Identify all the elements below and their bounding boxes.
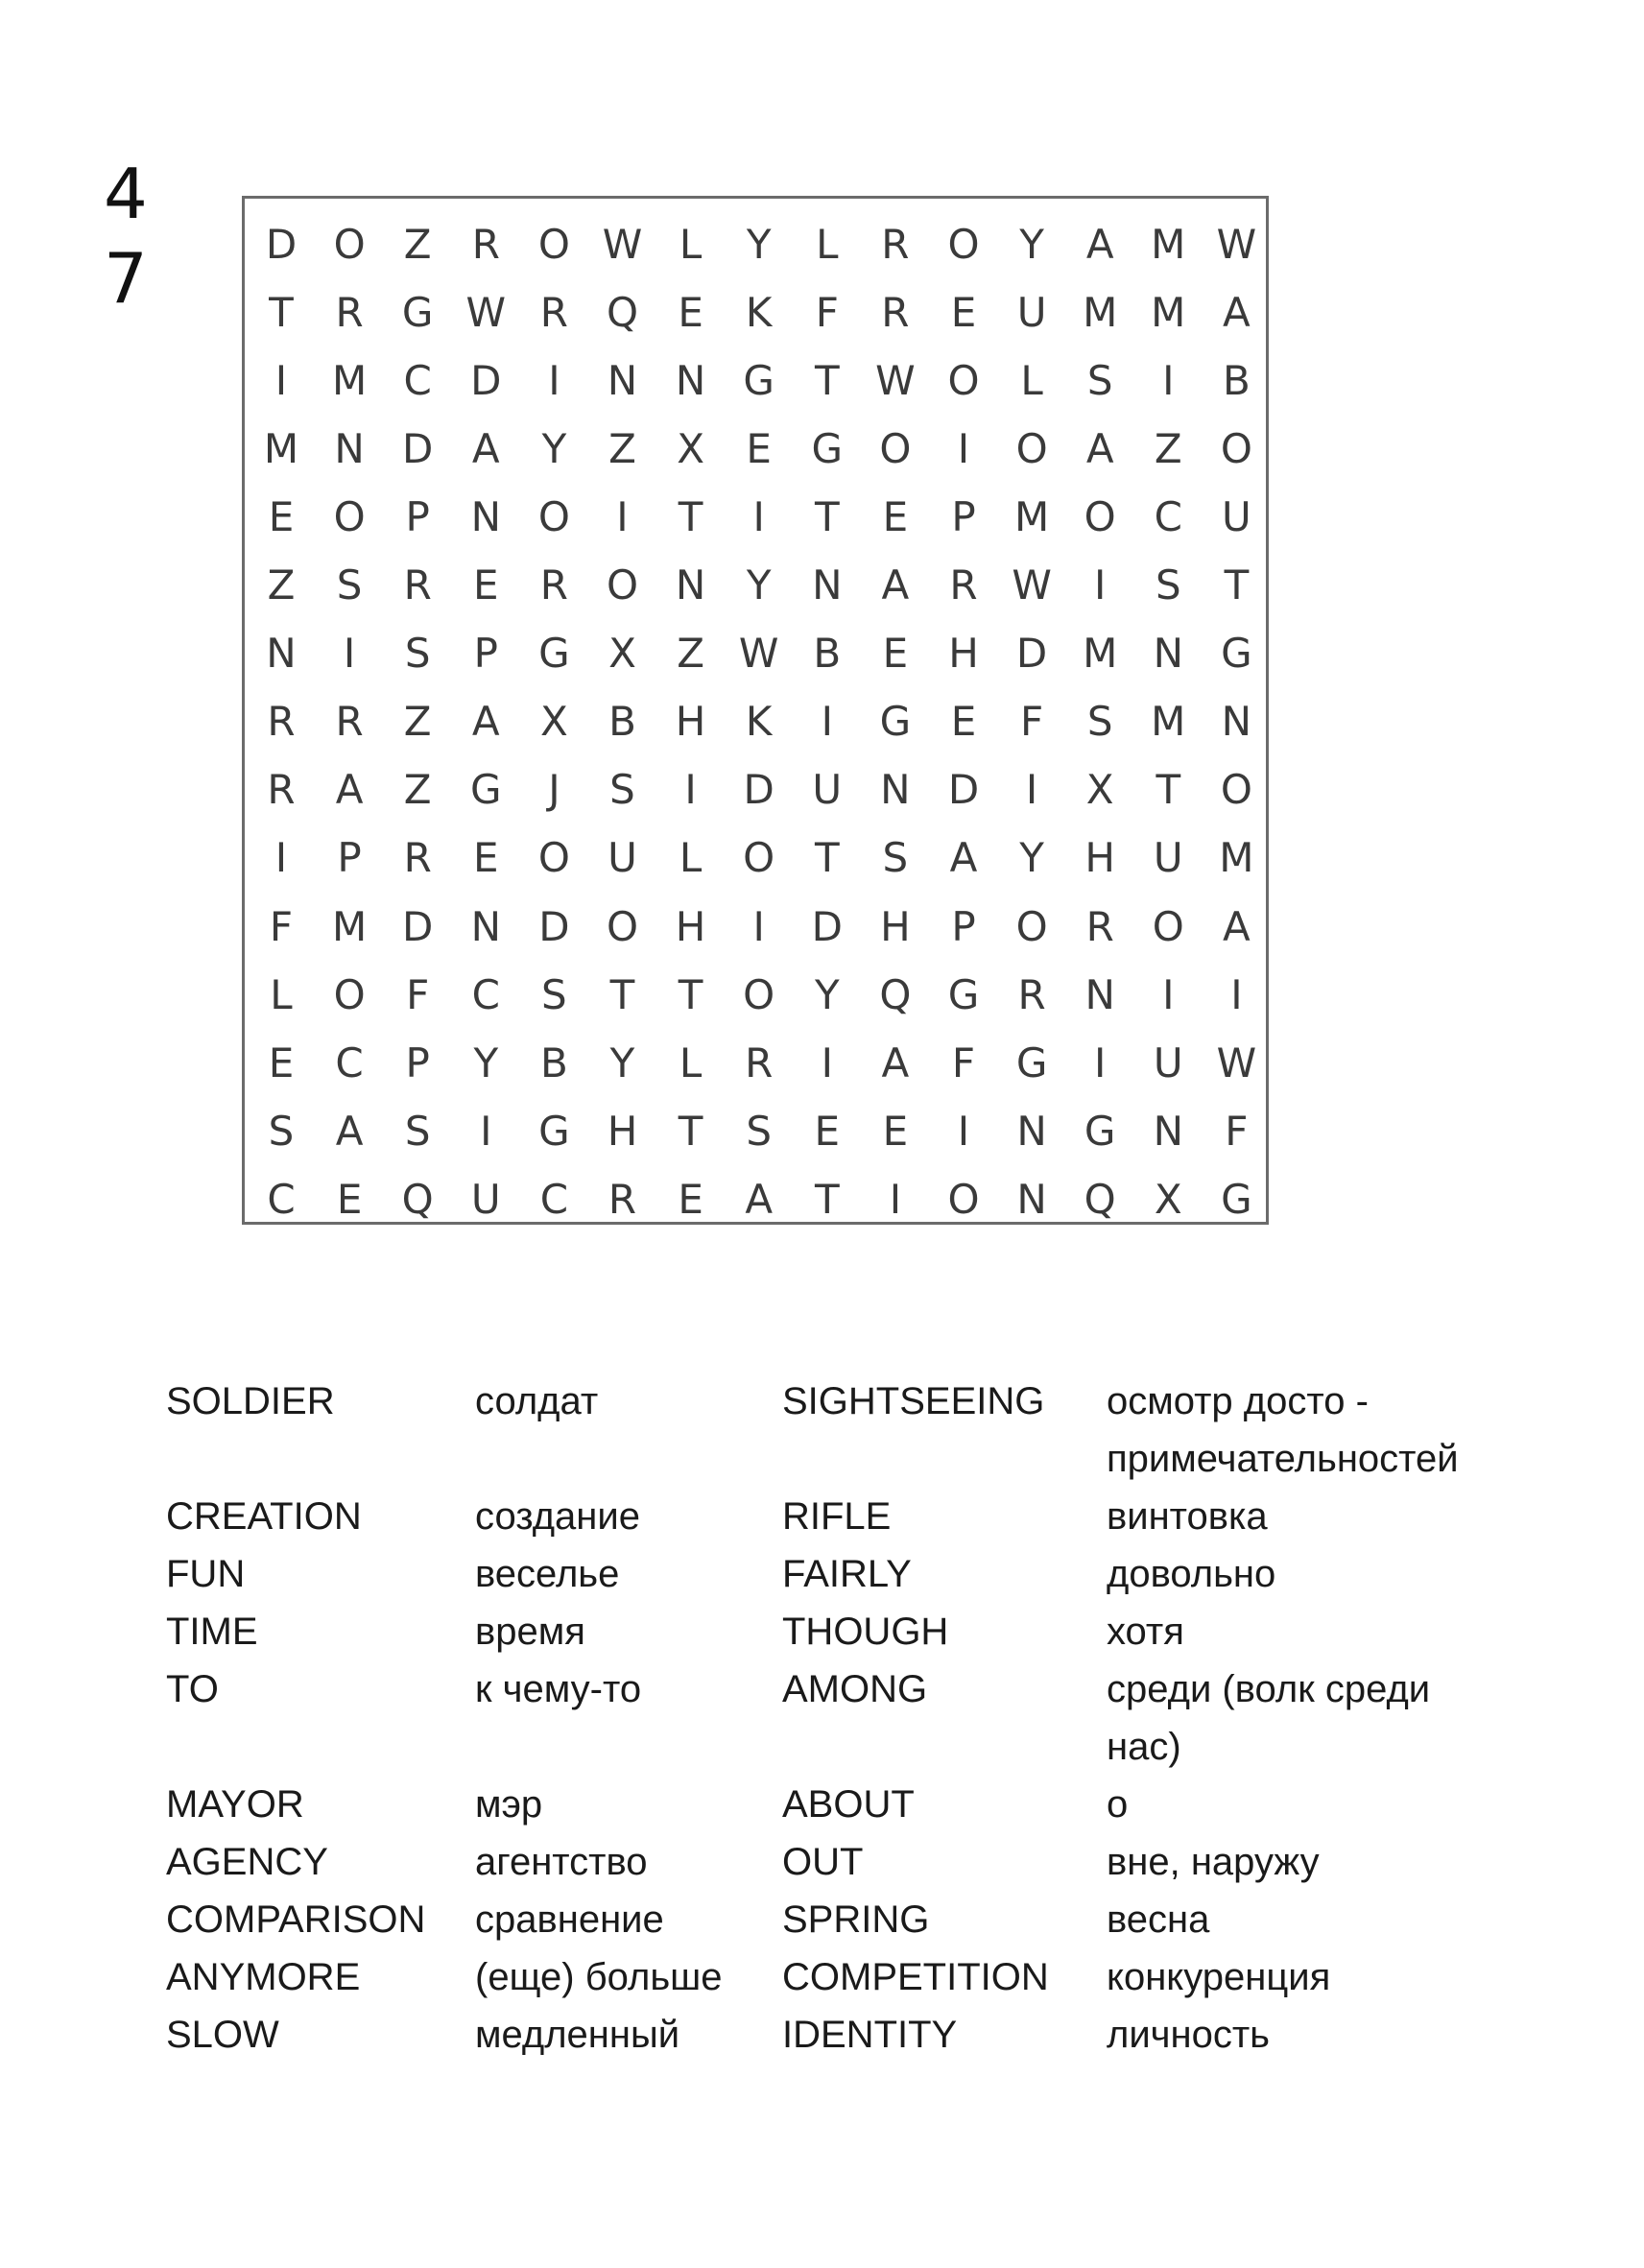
english-word: SPRING <box>782 1898 930 1941</box>
grid-letter: U <box>1222 492 1251 540</box>
grid-letter: I <box>957 424 970 472</box>
grid-letter: F <box>951 1039 976 1086</box>
grid-letter: X <box>1085 766 1114 814</box>
grid-letter: F <box>269 902 294 950</box>
grid-letter: R <box>335 288 364 336</box>
grid-letter: J <box>548 766 560 814</box>
english-word: COMPETITION <box>782 1956 1049 1998</box>
grid-letter: I <box>821 1039 833 1086</box>
grid-letter: S <box>746 1107 773 1155</box>
grid-letter: Z <box>403 698 432 746</box>
grid-letter: M <box>1151 698 1186 746</box>
grid-letter: W <box>1012 561 1052 609</box>
english-word: FUN <box>166 1553 246 1595</box>
grid-letter: M <box>331 902 368 950</box>
grid-letter: W <box>1216 1039 1257 1086</box>
grid-letter: I <box>274 834 288 882</box>
grid-letter: O <box>333 970 366 1018</box>
grid-letter: D <box>1015 630 1048 678</box>
grid-letter: D <box>402 424 434 472</box>
grid-letter: H <box>948 630 979 678</box>
page-number-digit-2: 7 <box>104 238 148 319</box>
grid-letter: A <box>335 1107 364 1155</box>
grid-letter: I <box>957 1107 970 1155</box>
grid-letter: S <box>1086 356 1113 404</box>
grid-letter: S <box>1086 698 1113 746</box>
grid-letter: G <box>1084 1107 1116 1155</box>
grid-letter: L <box>816 220 839 268</box>
grid-letter: A <box>1085 220 1114 268</box>
grid-letter: I <box>343 630 356 678</box>
grid-letter: Y <box>1019 220 1044 268</box>
grid-letter: P <box>473 630 498 678</box>
grid-letter: O <box>947 220 980 268</box>
grid-letter: E <box>678 1175 703 1223</box>
grid-letter: B <box>539 1039 568 1086</box>
grid-letter: B <box>608 698 636 746</box>
grid-letter: F <box>1225 1107 1249 1155</box>
grid-letter: I <box>684 766 697 814</box>
grid-letter: G <box>1015 1039 1048 1086</box>
grid-letter: O <box>743 970 775 1018</box>
grid-letter: W <box>738 630 779 678</box>
grid-letter: N <box>334 424 365 472</box>
grid-letter: T <box>1224 561 1250 609</box>
russian-translation: к чему-то <box>475 1668 642 1710</box>
grid-letter: O <box>537 834 570 882</box>
grid-letter: H <box>675 902 706 950</box>
grid-letter: N <box>675 561 706 609</box>
grid-letter: T <box>678 492 703 540</box>
grid-letter: A <box>1085 424 1114 472</box>
grid-letter: G <box>947 970 980 1018</box>
grid-letter: Y <box>473 1039 499 1086</box>
grid-letter: M <box>1151 220 1186 268</box>
english-word: RIFLE <box>782 1495 892 1538</box>
grid-letter: R <box>335 698 364 746</box>
grid-letter: D <box>811 902 843 950</box>
grid-letter: K <box>745 698 773 746</box>
grid-letter: O <box>1220 766 1252 814</box>
grid-letter: Y <box>541 424 567 472</box>
grid-letter: I <box>1093 1039 1107 1086</box>
grid-letter: G <box>538 1107 570 1155</box>
grid-letter: S <box>404 1107 431 1155</box>
vocabulary-row <box>166 1603 1510 1660</box>
grid-letter: O <box>1015 902 1048 950</box>
grid-letter: T <box>269 288 294 336</box>
english-word: TIME <box>166 1611 258 1653</box>
grid-letter: X <box>677 424 704 472</box>
grid-letter: P <box>951 902 976 950</box>
grid-letter: D <box>265 220 298 268</box>
grid-letter: Y <box>746 561 772 609</box>
grid-letter: N <box>812 561 843 609</box>
vocabulary-row <box>166 1833 1510 1891</box>
grid-letter: Z <box>403 766 432 814</box>
grid-letter: Q <box>606 288 639 336</box>
vocabulary-row <box>166 1373 1510 1488</box>
grid-letter: O <box>606 902 639 950</box>
grid-letter: N <box>1016 1175 1047 1223</box>
grid-letter: O <box>537 492 570 540</box>
grid-letter: O <box>333 492 366 540</box>
grid-letter: R <box>608 1175 637 1223</box>
grid-letter: I <box>752 492 765 540</box>
grid-letter: I <box>1162 356 1175 404</box>
vocabulary-row <box>166 1776 1510 1833</box>
grid-letter: S <box>1155 561 1181 609</box>
grid-letter: A <box>881 561 910 609</box>
english-word: TO <box>166 1668 219 1710</box>
grid-letter: N <box>1153 1107 1183 1155</box>
russian-translation: сравнение <box>475 1898 664 1941</box>
grid-letter: I <box>1162 970 1175 1018</box>
grid-letter: N <box>470 902 501 950</box>
russian-translation: солдат <box>475 1380 599 1422</box>
grid-letter: T <box>814 1175 840 1223</box>
english-word: THOUGH <box>782 1611 949 1653</box>
grid-letter: N <box>675 356 706 404</box>
grid-letter: Q <box>879 970 912 1018</box>
grid-letter: G <box>401 288 434 336</box>
grid-letter: F <box>815 288 839 336</box>
grid-letter: N <box>266 630 297 678</box>
grid-letter: G <box>470 766 502 814</box>
grid-letter: Y <box>609 1039 635 1086</box>
grid-letter: C <box>471 970 500 1018</box>
grid-letter: G <box>811 424 844 472</box>
page-number-digit-1: 4 <box>104 154 148 234</box>
russian-translation: конкуренция <box>1107 1956 1331 1998</box>
grid-letter: D <box>402 902 434 950</box>
english-word: AMONG <box>782 1668 928 1710</box>
grid-letter: E <box>882 1107 909 1155</box>
russian-translation: веселье <box>475 1553 620 1595</box>
grid-letter: C <box>335 1039 364 1086</box>
grid-letter: F <box>1020 698 1044 746</box>
grid-letter: O <box>537 220 570 268</box>
grid-letter: R <box>403 561 432 609</box>
grid-letter: I <box>548 356 560 404</box>
grid-letter: Z <box>403 220 432 268</box>
grid-letter: E <box>268 1039 295 1086</box>
english-word: SOLDIER <box>166 1380 335 1422</box>
grid-letter: K <box>745 288 773 336</box>
grid-letter: T <box>814 492 840 540</box>
grid-letter: R <box>1017 970 1046 1018</box>
grid-letter: Q <box>1084 1175 1116 1223</box>
grid-letter: E <box>473 834 499 882</box>
grid-letter: C <box>267 1175 296 1223</box>
grid-letter: C <box>403 356 432 404</box>
grid-letter: W <box>1216 220 1257 268</box>
grid-letter: T <box>814 834 840 882</box>
grid-letter: E <box>268 492 295 540</box>
grid-letter: I <box>616 492 629 540</box>
grid-letter: Z <box>1154 424 1182 472</box>
vocabulary-row <box>166 2006 1510 2064</box>
english-word: ANYMORE <box>166 1956 361 1998</box>
grid-letter: S <box>404 630 431 678</box>
vocabulary-row <box>166 1488 1510 1545</box>
grid-letter: Z <box>608 424 636 472</box>
grid-letter: G <box>879 698 912 746</box>
grid-letter: R <box>471 220 500 268</box>
russian-translation: агентство <box>475 1841 648 1883</box>
grid-letter: W <box>602 220 643 268</box>
grid-letter: R <box>881 288 910 336</box>
grid-letter: E <box>882 492 909 540</box>
grid-letter: R <box>745 1039 774 1086</box>
grid-letter: E <box>950 288 977 336</box>
grid-letter: R <box>539 288 568 336</box>
grid-letter: W <box>875 356 916 404</box>
grid-letter: D <box>470 356 502 404</box>
russian-translation: мэр <box>475 1783 543 1826</box>
grid-letter: N <box>1221 698 1252 746</box>
grid-letter: N <box>607 356 638 404</box>
grid-letter: I <box>1230 970 1243 1018</box>
russian-translation: медленный <box>475 2014 680 2056</box>
english-word: ABOUT <box>782 1783 915 1826</box>
grid-letter: F <box>406 970 430 1018</box>
grid-letter: O <box>1152 902 1184 950</box>
grid-letter: O <box>606 561 639 609</box>
grid-letter: U <box>1153 1039 1183 1086</box>
grid-letter: M <box>331 356 368 404</box>
russian-translation: винтовка <box>1107 1495 1268 1538</box>
grid-letter: O <box>333 220 366 268</box>
grid-letter: N <box>880 766 911 814</box>
grid-letter: Y <box>746 220 772 268</box>
grid-letter: N <box>1084 970 1115 1018</box>
grid-letter: Q <box>401 1175 434 1223</box>
grid-letter: G <box>1221 630 1252 678</box>
grid-letter: C <box>539 1175 569 1223</box>
grid-letter: W <box>465 288 507 336</box>
grid-letter: A <box>949 834 978 882</box>
grid-letter: R <box>539 561 568 609</box>
grid-letter: H <box>675 698 706 746</box>
russian-translation: довольно <box>1107 1553 1276 1595</box>
grid-letter: U <box>470 1175 501 1223</box>
russian-translation: вне, наружу <box>1107 1841 1320 1883</box>
grid-letter: L <box>679 220 703 268</box>
english-word: SIGHTSEEING <box>782 1380 1045 1422</box>
grid-letter: A <box>471 698 500 746</box>
russian-translation: (еще) больше <box>475 1956 723 1998</box>
grid-letter: R <box>403 834 432 882</box>
grid-letter: S <box>882 834 909 882</box>
grid-letter: Y <box>814 970 840 1018</box>
grid-letter: N <box>470 492 501 540</box>
grid-letter: I <box>480 1107 492 1155</box>
grid-letter: L <box>679 834 703 882</box>
grid-letter: T <box>678 970 703 1018</box>
grid-letter: D <box>743 766 774 814</box>
grid-letter: A <box>745 1175 774 1223</box>
russian-translation: о <box>1107 1783 1129 1826</box>
grid-letter: I <box>274 356 288 404</box>
grid-letter: T <box>1156 766 1181 814</box>
english-word: MAYOR <box>166 1783 304 1826</box>
grid-letter: R <box>1085 902 1114 950</box>
grid-letter: M <box>1083 630 1118 678</box>
english-word: IDENTITY <box>782 2014 958 2056</box>
grid-letter: S <box>541 970 567 1018</box>
vocabulary-row <box>166 1948 1510 2006</box>
grid-letter: Z <box>677 630 704 678</box>
grid-letter: O <box>947 356 980 404</box>
grid-letter: E <box>473 561 499 609</box>
grid-letter: T <box>678 1107 703 1155</box>
grid-letter: L <box>270 970 293 1018</box>
grid-letter: R <box>267 766 296 814</box>
russian-translation: осмотр досто - примечательностей <box>1107 1380 1459 1480</box>
grid-letter: G <box>1221 1175 1252 1223</box>
grid-letter: S <box>268 1107 295 1155</box>
grid-letter: X <box>1154 1175 1182 1223</box>
russian-translation: личность <box>1107 2014 1271 2056</box>
grid-letter: B <box>813 630 842 678</box>
grid-letter: X <box>608 630 636 678</box>
grid-letter: M <box>1219 834 1254 882</box>
grid-letter: U <box>812 766 843 814</box>
grid-letter: E <box>950 698 977 746</box>
grid-letter: S <box>609 766 635 814</box>
grid-letter: P <box>951 492 976 540</box>
grid-letter: A <box>471 424 500 472</box>
grid-letter: O <box>947 1175 980 1223</box>
grid-letter: H <box>1084 834 1115 882</box>
grid-letter: R <box>267 698 296 746</box>
grid-letter: E <box>678 288 703 336</box>
grid-letter: P <box>405 492 430 540</box>
grid-letter: O <box>1220 424 1252 472</box>
grid-letter: I <box>821 698 833 746</box>
grid-letter: E <box>814 1107 841 1155</box>
english-word: CREATION <box>166 1495 362 1538</box>
grid-letter: E <box>336 1175 363 1223</box>
grid-letter: I <box>1025 766 1038 814</box>
grid-letter: O <box>1015 424 1048 472</box>
grid-letter: E <box>746 424 772 472</box>
english-word: OUT <box>782 1841 864 1883</box>
vocabulary-row <box>166 1545 1510 1603</box>
grid-letter: R <box>949 561 978 609</box>
grid-letter: O <box>1084 492 1116 540</box>
grid-letter: D <box>947 766 980 814</box>
grid-letter: M <box>263 424 299 472</box>
english-word: FAIRLY <box>782 1553 912 1595</box>
grid-letter: A <box>335 766 364 814</box>
grid-letter: S <box>336 561 363 609</box>
grid-letter: Y <box>1019 834 1044 882</box>
grid-letter: N <box>1016 1107 1047 1155</box>
grid-letter: T <box>814 356 840 404</box>
grid-letter: A <box>881 1039 910 1086</box>
grid-letter: P <box>405 1039 430 1086</box>
russian-translation: среди (волк среди нас) <box>1107 1668 1431 1768</box>
grid-letter: C <box>1154 492 1182 540</box>
russian-translation: создание <box>475 1495 640 1538</box>
grid-letter: R <box>881 220 910 268</box>
russian-translation: весна <box>1107 1898 1210 1941</box>
russian-translation: время <box>475 1611 585 1653</box>
vocabulary-row <box>166 1660 1510 1776</box>
grid-letter: A <box>1223 288 1251 336</box>
grid-letter: O <box>879 424 912 472</box>
english-word: SLOW <box>166 2014 279 2056</box>
grid-letter: U <box>1153 834 1183 882</box>
grid-letter: M <box>1151 288 1186 336</box>
grid-letter: I <box>1093 561 1107 609</box>
grid-letter: T <box>609 970 635 1018</box>
page-number <box>104 152 146 321</box>
grid-letter: G <box>538 630 570 678</box>
grid-letter: O <box>743 834 775 882</box>
grid-letter: X <box>540 698 568 746</box>
grid-letter: N <box>1153 630 1183 678</box>
english-word: AGENCY <box>166 1841 328 1883</box>
grid-letter: I <box>889 1175 902 1223</box>
vocabulary-row <box>166 1891 1510 1948</box>
grid-letter: B <box>1222 356 1251 404</box>
grid-letter: I <box>752 902 765 950</box>
grid-letter: P <box>337 834 362 882</box>
russian-translation: хотя <box>1107 1611 1184 1653</box>
grid-letter: G <box>743 356 774 404</box>
grid-letter: E <box>882 630 909 678</box>
grid-letter: H <box>607 1107 638 1155</box>
grid-letter: A <box>1223 902 1251 950</box>
grid-letter: M <box>1083 288 1118 336</box>
grid-letter: M <box>1013 492 1050 540</box>
grid-letter: Z <box>267 561 296 609</box>
grid-letter: L <box>679 1039 703 1086</box>
grid-letter: H <box>880 902 911 950</box>
grid-letter: L <box>1020 356 1043 404</box>
grid-letter: U <box>608 834 637 882</box>
english-word: COMPARISON <box>166 1898 426 1941</box>
word-search-grid <box>242 196 1269 1225</box>
grid-letter: U <box>1016 288 1047 336</box>
grid-letter: D <box>538 902 570 950</box>
